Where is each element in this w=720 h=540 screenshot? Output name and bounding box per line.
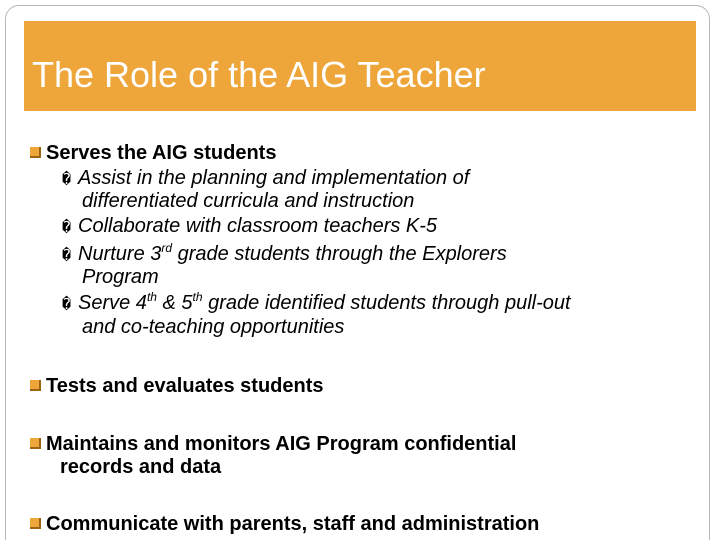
- bullet-serves-students: [30, 141, 276, 165]
- sub-item-text: grade students through the Explorers: [172, 243, 507, 265]
- sub-item-nurture-cont: [82, 266, 159, 289]
- bullet-maintains-records-cont: [60, 455, 221, 479]
- sub-item-assist-cont: [82, 190, 414, 213]
- missing-glyph-icon: �: [62, 218, 72, 236]
- missing-glyph-icon: �: [62, 295, 72, 313]
- sub-item-text: Serve 4: [78, 292, 147, 314]
- sub-item-text: Program: [82, 266, 159, 288]
- superscript: rd: [161, 241, 173, 255]
- sub-item-text: Collaborate with classroom teachers K-5: [78, 215, 438, 237]
- sub-item-text: differentiated curricula and instruction: [82, 190, 415, 212]
- sub-item-serve: [62, 292, 571, 316]
- checkbox-bullet-icon: [30, 147, 41, 158]
- sub-item-assist: [62, 167, 469, 191]
- bullet-label: Tests and evaluates students: [46, 375, 324, 397]
- sub-item-serve-cont: [82, 316, 344, 339]
- missing-glyph-icon: �: [62, 246, 72, 264]
- sub-item-text: & 5: [156, 292, 193, 314]
- sub-item-text: Assist in the planning and implementation of: [78, 167, 470, 189]
- superscript: th: [192, 290, 203, 304]
- sub-item-text: grade identified students through pull-out: [202, 292, 571, 314]
- sub-item-collaborate: [62, 215, 437, 239]
- sub-item-text: Nurture 3: [78, 243, 162, 265]
- superscript: th: [146, 290, 157, 304]
- bullet-label: records and data: [60, 456, 222, 478]
- bullet-label: Serves the AIG students: [46, 142, 277, 164]
- checkbox-bullet-icon: [30, 438, 41, 449]
- sub-item-nurture: [62, 243, 507, 267]
- slide-title: The Role of the AIG Teacher: [32, 54, 486, 95]
- bullet-label: Maintains and monitors AIG Program confidential: [46, 433, 517, 455]
- missing-glyph-icon: �: [62, 170, 72, 188]
- checkbox-bullet-icon: [30, 380, 41, 391]
- bullet-tests-evaluates: [30, 374, 324, 398]
- bullet-communicate: [30, 512, 539, 536]
- bullet-maintains-records: [30, 432, 516, 456]
- bullet-label: Communicate with parents, staff and administration: [46, 513, 540, 535]
- sub-item-text: and co-teaching opportunities: [82, 316, 345, 338]
- checkbox-bullet-icon: [30, 518, 41, 529]
